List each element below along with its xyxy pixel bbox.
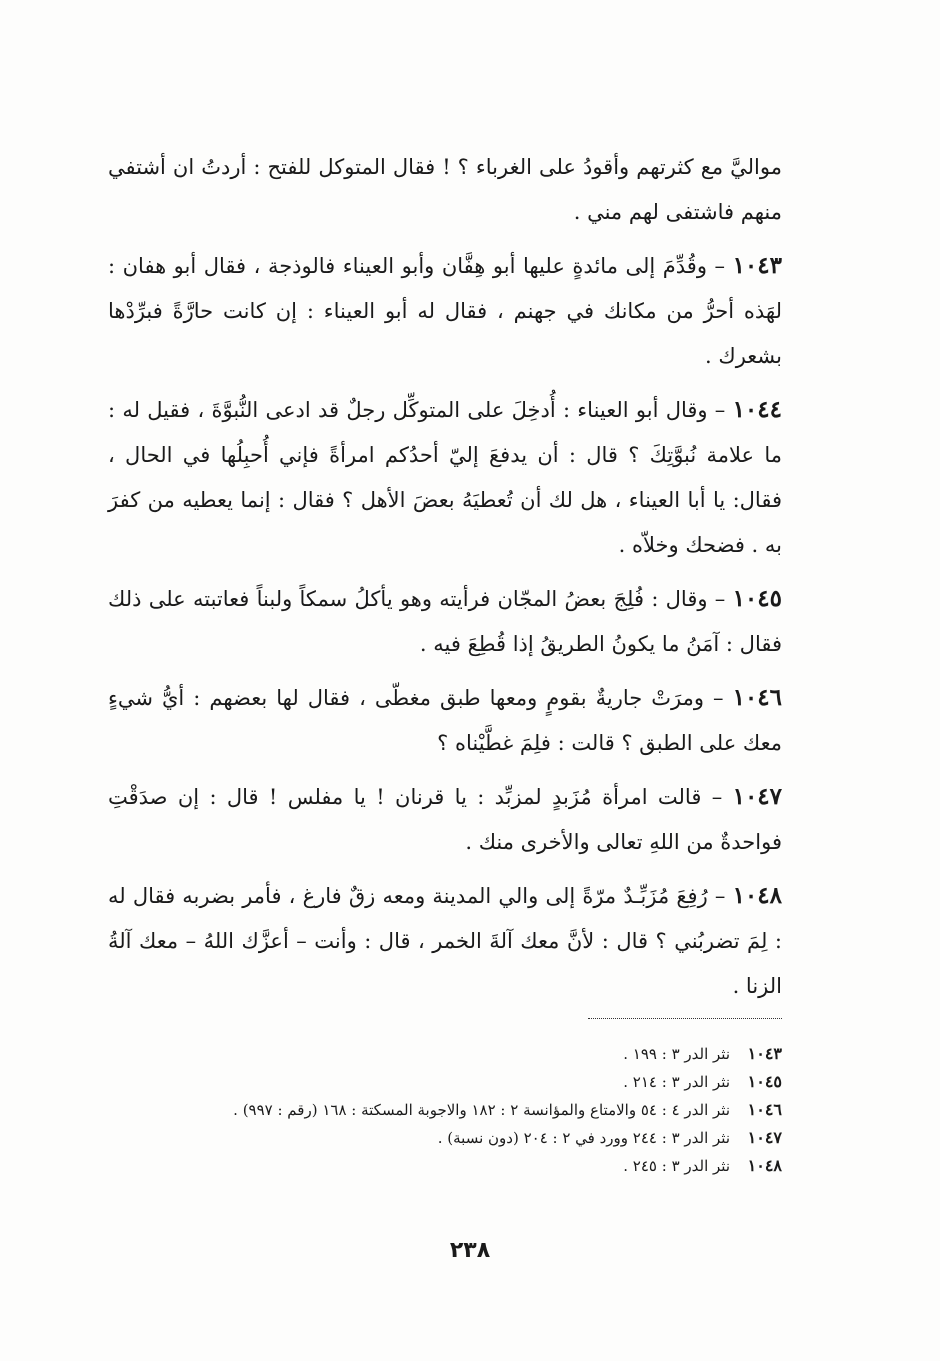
entry-text: – وقُدِّمَ إلى مائدةٍ عليها أبو هِفَّان وأبو العيناء فالوذجة ، فقال أبو هفان : لهَذه أحرُّ من مكانك في جهنم ، فقال له أبو العيناء : إن كانت حارَّةً فبرِّدْها بشعرك .: [108, 254, 782, 368]
footnote-divider: [588, 1018, 782, 1019]
entry-number: ١٠٤٦: [732, 684, 782, 711]
main-text: [108, 145, 782, 1017]
entry-text: – قالت امرأة مُزَبدٍ لمزبِّد : يا قرنان ! يا مفلس ! قال : إن صدَقْتِ فواحدةٌ من اللهِ تعالى والأخرى منك .: [108, 785, 782, 854]
entry-number: ١٠٤٧: [732, 783, 783, 810]
intro-text: مواليَّ مع كثرتهم وأقودُ على الغرباء ؟ ! فقال المتوكل للفتح : أردتُ ان أشتفي منهم فاشتفى لهم مني .: [108, 155, 782, 224]
entry-1048: [108, 873, 782, 1017]
footnote-row: [108, 1096, 782, 1124]
footnote-number: ١٠٤٣: [747, 1044, 782, 1063]
entry-1046: [108, 675, 782, 774]
entry-1045: [108, 576, 782, 675]
footnote-number: ١٠٤٧: [747, 1128, 782, 1147]
footnote-number: ١٠٤٥: [747, 1072, 782, 1091]
footnote-number: ١٠٤٦: [747, 1100, 782, 1119]
entry-1044: [108, 387, 782, 576]
entry-text: – ومرَتْ جاريةٌ بقومٍ ومعها طبق مغطّى ، فقال لها بعضهم : أيُّ شيءٍ معك على الطبق ؟ قالت : فلِمَ غطَّيْناه ؟: [108, 686, 782, 755]
footnote-text: نثر الدر ٣ : ٢٤٥ .: [623, 1157, 730, 1175]
footnote-text: نثر الدر ٣ : ١٩٩ .: [623, 1045, 730, 1063]
entry-text: – رُفِعَ مُزَبِّـدٌ مرّةً إلى والي المدينة ومعه زقٌ فارغ ، فأمر بضربه فقال له : لِمَ تضربُني ؟ قال : لأنَّ معك آلةَ الخمر ، قال : وأنت – أعزَّك اللهُ – معك آلةُ الزنا .: [108, 884, 782, 998]
intro-paragraph: [108, 145, 782, 243]
entry-number: ١٠٤٣: [732, 252, 782, 279]
page-number: ٢٣٨: [449, 1238, 491, 1263]
footnote-row: [108, 1040, 782, 1068]
entry-1047: [108, 774, 782, 873]
entry-1043: [108, 243, 782, 387]
footnote-row: [108, 1152, 782, 1180]
entry-number: ١٠٤٤: [732, 396, 782, 423]
footnote-row: [108, 1068, 782, 1096]
entry-number: ١٠٤٨: [732, 882, 782, 909]
entry-number: ١٠٤٥: [732, 585, 782, 612]
entry-text: – وقال أبو العيناء : أُدخِلَ على المتوكِّل رجلٌ قد ادعى النُّبوَّةَ ، فقيل له : ما علامة نُبوَّتِكَ ؟ قال : أن يدفعَ إليّ أحدُكم امرأةً فإني أُحبِلُها في الحال ، فقال: يا أبا العيناء ، هل لك أن تُعطيَهُ بعضَ الأهل ؟ فقال : إنما يعطيه من كفرَ به . فضحك وخلاّه .: [108, 398, 782, 557]
footnote-number: ١٠٤٨: [747, 1156, 782, 1175]
footnotes: [108, 1040, 782, 1180]
footnote-text: نثر الدر ٣ : ٢٤٤ وورد في ٢ : ٢٠٤ (دون نسبة) .: [437, 1129, 730, 1147]
footnote-row: [108, 1124, 782, 1152]
footnote-text: نثر الدر ٣ : ٢١٤ .: [623, 1073, 730, 1091]
entry-text: – وقال : فُلِجَ بعضُ المجّان فرأيته وهو يأكلُ سمكاً ولبناً فعاتبته على ذلك فقال : آمَنُ ما يكونُ الطريقُ إذا قُطِعَ فيه .: [108, 587, 782, 656]
footnote-text: نثر الدر ٤ : ٥٤ والامتاع والمؤانسة ٢ : ١٨٢ والاجوبة المسكتة : ١٦٨ (رقم : ٩٩٧) .: [233, 1101, 730, 1119]
